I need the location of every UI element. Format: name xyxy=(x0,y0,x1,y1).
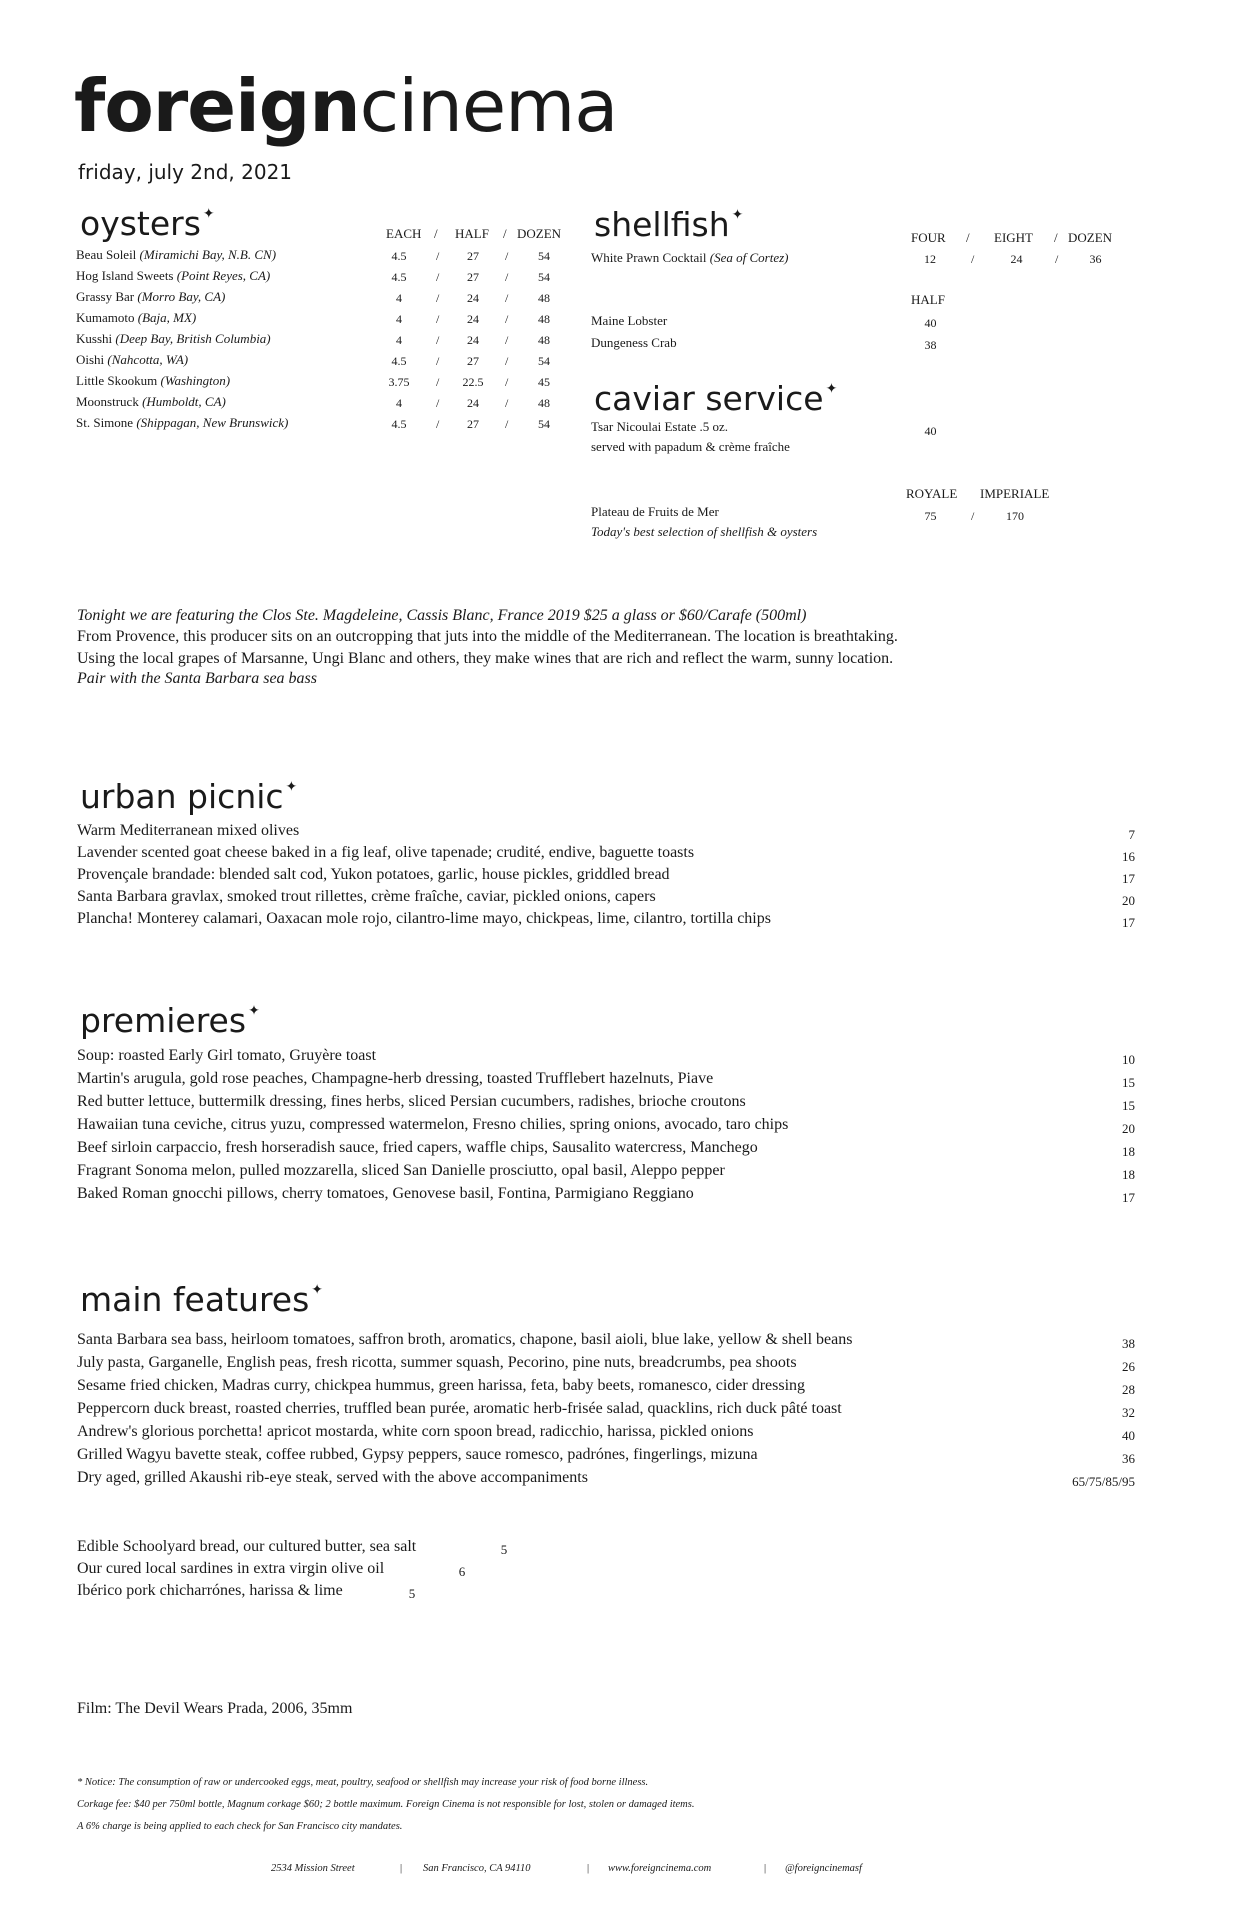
oyster-name: Hog Island Sweets xyxy=(76,268,174,283)
shellfish-col-four: FOUR xyxy=(911,230,946,245)
item-price: 20 xyxy=(1122,1121,1135,1136)
film-line: Film: The Devil Wears Prada, 2006, 35mm xyxy=(77,1700,353,1717)
price-half: 24 xyxy=(467,396,479,410)
oysters-col-dozen: DOZEN xyxy=(517,226,562,241)
caviar-title: caviar service xyxy=(594,379,824,418)
brand-light: cinema xyxy=(359,64,618,148)
shellfish-col-half: HALF xyxy=(911,292,945,307)
premieres-item: Baked Roman gnocchi pillows, cherry tomatoes, Genovese basil, Fontina, Parmigiano Reggiano xyxy=(77,1185,694,1202)
slash: / xyxy=(505,354,509,368)
price-dozen: 54 xyxy=(538,417,550,431)
item-price: 38 xyxy=(1122,1336,1135,1351)
item-origin: (Sea of Cortez) xyxy=(709,250,789,265)
slash: / xyxy=(505,375,509,389)
item-price: 17 xyxy=(1122,915,1135,930)
oyster-row xyxy=(76,394,226,410)
plateau-item: Plateau de Fruits de Mer xyxy=(591,504,719,519)
price-each: 4 xyxy=(396,291,402,305)
footer-city: San Francisco, CA 94110 xyxy=(423,1863,531,1874)
slash: / xyxy=(434,226,438,241)
main-features-heading xyxy=(80,1280,324,1319)
oyster-row xyxy=(76,310,196,326)
price-dozen: 36 xyxy=(1089,252,1102,266)
price-each: 4.5 xyxy=(391,354,407,368)
oyster-origin: (Miramichi Bay, N.B. CN) xyxy=(139,247,277,262)
footer-website[interactable]: www.foreigncinema.com xyxy=(608,1863,712,1874)
slash: / xyxy=(436,396,440,410)
urban-picnic-item: Provençale brandade: blended salt cod, Yukon potatoes, garlic, house pickles, griddled bread xyxy=(77,866,670,883)
slash: / xyxy=(505,333,509,347)
main-feature-item: July pasta, Garganelle, English peas, fresh ricotta, summer squash, Pecorino, pine nuts, breadcrumbs, pea shoots xyxy=(77,1354,797,1371)
price-half: 27 xyxy=(467,270,479,284)
oyster-name: Little Skookum xyxy=(76,373,158,388)
notice-line-3: A 6% charge is being applied to each check for San Francisco city mandates. xyxy=(77,1821,403,1832)
main-feature-item: Santa Barbara sea bass, heirloom tomatoes, saffron broth, aromatics, chapone, basil aioli, blue lake, yellow & shell beans xyxy=(77,1331,853,1348)
star-icon: ✦ xyxy=(248,1003,260,1019)
price-half: 22.5 xyxy=(462,375,484,389)
item-price: 17 xyxy=(1122,871,1135,886)
main-feature-item: Grilled Wagyu bavette steak, coffee rubbed, Gypsy peppers, sauce romesco, padrónes, fingerlings, mizuna xyxy=(77,1446,758,1463)
slash: / xyxy=(436,270,440,284)
slash: / xyxy=(503,226,507,241)
item-price: 32 xyxy=(1122,1405,1135,1420)
slash: / xyxy=(436,417,440,431)
price-each: 3.75 xyxy=(388,375,410,389)
price-dozen: 48 xyxy=(538,291,550,305)
footer-divider: | xyxy=(400,1863,403,1874)
wine-desc-2: Using the local grapes of Marsanne, Ungi Blanc and others, they make wines that are rich and reflect the warm, sunny location. xyxy=(77,650,894,667)
menu-date: friday, july 2nd, 2021 xyxy=(78,160,293,184)
oyster-origin: (Washington) xyxy=(160,373,231,388)
oyster-row xyxy=(76,352,188,368)
oysters-title: oysters xyxy=(80,204,201,243)
price-dozen: 54 xyxy=(538,249,550,263)
slash: / xyxy=(436,249,440,263)
oyster-row xyxy=(76,268,270,284)
item-price: 20 xyxy=(1122,893,1135,908)
price-half: 24 xyxy=(467,291,479,305)
star-icon: ✦ xyxy=(285,779,298,795)
footer-divider: | xyxy=(764,1863,767,1874)
slash: / xyxy=(436,354,440,368)
plateau-col-imperiale: IMPERIALE xyxy=(980,486,1050,501)
item-price: 10 xyxy=(1122,1052,1135,1067)
price-dozen: 48 xyxy=(538,312,550,326)
item-price: 26 xyxy=(1122,1359,1135,1374)
side-item: Edible Schoolyard bread, our cultured butter, sea salt xyxy=(77,1538,417,1555)
shellfish-heading xyxy=(594,205,744,244)
oyster-row xyxy=(76,289,225,305)
oyster-name: Oishi xyxy=(76,352,105,367)
item-price: 18 xyxy=(1122,1167,1135,1182)
caviar-desc: served with papadum & crème fraîche xyxy=(591,439,790,454)
slash: / xyxy=(505,249,509,263)
dungeness-crab: Dungeness Crab xyxy=(591,335,677,350)
side-price: 5 xyxy=(500,1542,508,1557)
item-price: 18 xyxy=(1122,1144,1135,1159)
star-icon: ✦ xyxy=(731,207,744,223)
price-half: 27 xyxy=(467,249,479,263)
star-icon: ✦ xyxy=(311,1282,324,1298)
urban-picnic-item: Lavender scented goat cheese baked in a fig leaf, olive tapenade; crudité, endive, baguette toasts xyxy=(77,844,695,861)
slash: / xyxy=(971,252,975,266)
slash: / xyxy=(971,509,975,523)
price-dozen: 48 xyxy=(538,333,550,347)
shellfish-col-dozen: DOZEN xyxy=(1068,230,1113,245)
price-four: 12 xyxy=(924,252,936,266)
urban-picnic-item: Santa Barbara gravlax, smoked trout rillettes, crème fraîche, caviar, pickled onions, capers xyxy=(77,888,656,905)
price-each: 4.5 xyxy=(391,249,407,263)
prawn-cocktail xyxy=(591,250,789,266)
wine-pairing: Pair with the Santa Barbara sea bass xyxy=(77,670,318,687)
caviar-heading xyxy=(594,379,838,418)
crab-price: 38 xyxy=(924,338,937,352)
oyster-row xyxy=(76,373,230,389)
price-each: 4.5 xyxy=(391,417,407,431)
slash: / xyxy=(436,312,440,326)
maine-lobster: Maine Lobster xyxy=(591,313,668,328)
main-feature-item: Dry aged, grilled Akaushi rib-eye steak, served with the above accompaniments xyxy=(77,1469,588,1486)
urban-picnic-item: Plancha! Monterey calamari, Oaxacan mole rojo, cilantro-lime mayo, chickpeas, lime, cilantro, tortilla chips xyxy=(77,910,771,927)
star-icon: ✦ xyxy=(825,381,838,397)
price-each: 4 xyxy=(396,333,402,347)
side-price: 5 xyxy=(408,1586,416,1601)
slash: / xyxy=(1054,230,1058,245)
urban-picnic-heading xyxy=(80,777,298,816)
oyster-name: Kumamoto xyxy=(76,310,135,325)
oyster-row xyxy=(76,415,288,431)
oyster-name: St. Simone xyxy=(76,415,134,430)
slash: / xyxy=(505,291,509,305)
premieres-item: Beef sirloin carpaccio, fresh horseradish sauce, fried capers, waffle chips, Sausalito watercress, Manchego xyxy=(77,1139,758,1156)
footer-social[interactable]: @foreigncinemasf xyxy=(785,1863,862,1874)
premieres-heading xyxy=(80,1001,260,1040)
oyster-row xyxy=(76,331,271,347)
price-half: 27 xyxy=(467,417,479,431)
oyster-origin: (Morro Bay, CA) xyxy=(137,289,226,304)
side-item: Our cured local sardines in extra virgin olive oil xyxy=(77,1560,385,1577)
price-each: 4.5 xyxy=(391,270,407,284)
slash: / xyxy=(436,333,440,347)
price-each: 4 xyxy=(396,396,402,410)
item-price: 16 xyxy=(1122,849,1135,864)
premieres-item: Hawaiian tuna ceviche, citrus yuzu, compressed watermelon, Fresno chilies, spring onions, avocado, taro chips xyxy=(77,1116,789,1133)
notice-line-1: * Notice: The consumption of raw or undercooked eggs, meat, poultry, seafood or shellfish may increase your risk of food borne illness. xyxy=(77,1777,649,1788)
plateau-desc: Today's best selection of shellfish & oysters xyxy=(591,524,818,539)
premieres-item: Soup: roasted Early Girl tomato, Gruyère toast xyxy=(77,1047,377,1064)
oyster-name: Grassy Bar xyxy=(76,289,135,304)
slash: / xyxy=(436,291,440,305)
premieres-item: Fragrant Sonoma melon, pulled mozzarella, sliced San Danielle prosciutto, opal basil, Aleppo pepper xyxy=(77,1162,725,1179)
price-half: 24 xyxy=(467,312,479,326)
slash: / xyxy=(966,230,970,245)
oyster-origin: (Baja, MX) xyxy=(137,310,197,325)
price-dozen: 45 xyxy=(538,375,550,389)
price-eight: 24 xyxy=(1010,252,1023,266)
slash: / xyxy=(505,417,509,431)
item-price: 15 xyxy=(1122,1098,1135,1113)
wine-desc-1: From Provence, this producer sits on an outcropping that juts into the middle of the Mediterranean. The location is breathtaking. xyxy=(77,628,898,645)
slash: / xyxy=(1055,252,1059,266)
oyster-name: Beau Soleil xyxy=(76,247,137,262)
main-feature-item: Sesame fried chicken, Madras curry, chickpea hummus, green harissa, feta, baby beets, romanesco, cider dressing xyxy=(77,1377,806,1394)
slash: / xyxy=(505,270,509,284)
oyster-origin: (Nahcotta, WA) xyxy=(107,352,189,367)
item-price: 36 xyxy=(1122,1451,1135,1466)
oyster-name: Moonstruck xyxy=(76,394,139,409)
price-half: 24 xyxy=(467,333,479,347)
premieres-item: Martin's arugula, gold rose peaches, Champagne-herb dressing, toasted Trufflebert hazelnuts, Piave xyxy=(77,1070,714,1087)
slash: / xyxy=(505,312,509,326)
footer-divider: | xyxy=(587,1863,590,1874)
royale-price: 75 xyxy=(924,509,937,523)
premieres-item: Red butter lettuce, buttermilk dressing, fines herbs, sliced Persian cucumbers, radishes, brioche croutons xyxy=(77,1093,746,1110)
price-half: 27 xyxy=(467,354,479,368)
caviar-price: 40 xyxy=(924,424,937,438)
side-item: Ibérico pork chicharrónes, harissa & lime xyxy=(77,1582,343,1599)
plateau-col-royale: ROYALE xyxy=(906,486,958,501)
item-price: 40 xyxy=(1122,1428,1135,1443)
price-dozen: 54 xyxy=(538,354,550,368)
footer-address: 2534 Mission Street xyxy=(271,1863,355,1874)
wine-feature: Tonight we are featuring the Clos Ste. Magdeleine, Cassis Blanc, France 2019 $25 a glass or $60/Carafe (500ml) xyxy=(77,607,807,624)
item-price: 28 xyxy=(1122,1382,1135,1397)
brand-bold: foreign xyxy=(74,64,360,148)
oyster-origin: (Shippagan, New Brunswick) xyxy=(136,415,289,430)
price-dozen: 48 xyxy=(538,396,550,410)
item-price: 65/75/85/95 xyxy=(1072,1474,1135,1489)
main-feature-item: Peppercorn duck breast, roasted cherries, truffled bean purée, aromatic herb-frisée salad, quacklins, rich duck pâté toast xyxy=(77,1400,842,1417)
oysters-heading xyxy=(80,204,215,243)
notice-line-2: Corkage fee: $40 per 750ml bottle, Magnum corkage $60; 2 bottle maximum. Foreign Cinema is not responsible for lost, stolen or damaged items. xyxy=(77,1799,695,1810)
oyster-origin: (Point Reyes, CA) xyxy=(176,268,271,283)
shellfish-title: shellfish xyxy=(594,205,730,244)
item-price: 15 xyxy=(1122,1075,1135,1090)
side-price: 6 xyxy=(458,1564,466,1579)
item-price: 17 xyxy=(1122,1190,1135,1205)
price-each: 4 xyxy=(396,312,402,326)
shellfish-col-eight: EIGHT xyxy=(994,230,1033,245)
urban-picnic-title: urban picnic xyxy=(80,777,284,816)
main-feature-item: Andrew's glorious porchetta! apricot mostarda, white corn spoon bread, radicchio, harissa, pickled onions xyxy=(77,1423,754,1440)
premieres-title: premieres xyxy=(80,1001,247,1040)
imperiale-price: 170 xyxy=(1006,509,1024,523)
oyster-name: Kusshi xyxy=(76,331,113,346)
oysters-col-half: HALF xyxy=(455,226,489,241)
oyster-row xyxy=(76,247,276,263)
lobster-price: 40 xyxy=(924,316,937,330)
caviar-item: Tsar Nicoulai Estate .5 oz. xyxy=(591,419,728,434)
star-icon: ✦ xyxy=(202,206,215,222)
urban-picnic-item: Warm Mediterranean mixed olives xyxy=(77,822,300,839)
oyster-origin: (Deep Bay, British Columbia) xyxy=(115,331,271,346)
slash: / xyxy=(505,396,509,410)
brand-logo xyxy=(74,64,618,148)
slash: / xyxy=(436,375,440,389)
oysters-col-each: EACH xyxy=(386,226,422,241)
main-features-title: main features xyxy=(80,1280,310,1319)
item-name: White Prawn Cocktail xyxy=(591,250,707,265)
price-dozen: 54 xyxy=(538,270,550,284)
oyster-origin: (Humboldt, CA) xyxy=(142,394,226,409)
item-price: 7 xyxy=(1128,827,1135,842)
